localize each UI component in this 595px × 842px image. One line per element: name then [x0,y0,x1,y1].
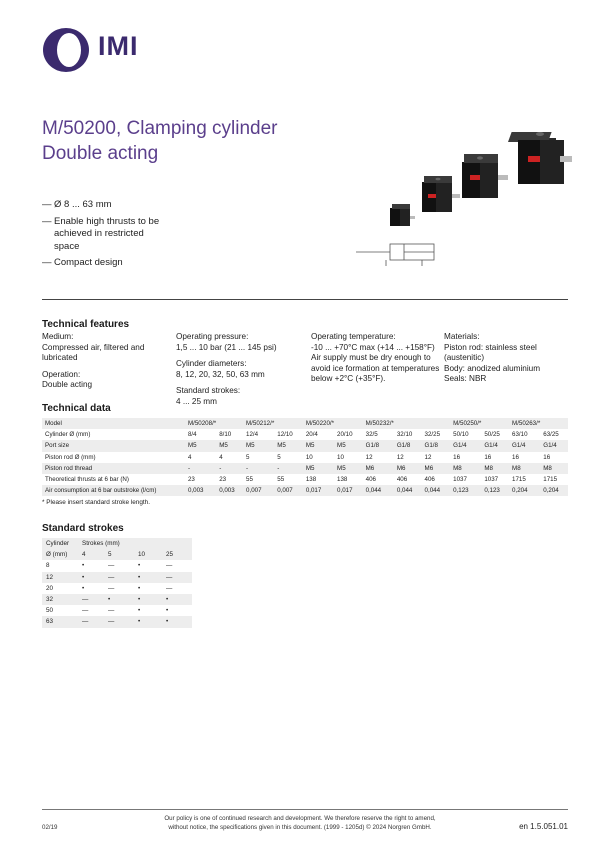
bullet-dash: — [42,257,52,268]
standard-strokes-table-wrap [42,538,192,628]
bullet-item [42,216,162,254]
stroke-availability-cell: • [78,572,104,583]
table-cell: M5 [303,440,334,451]
table-cell: 406 [422,474,451,485]
table-cell: 0,204 [509,485,540,496]
stroke-availability-cell: • [82,584,85,592]
stroke-value-header: 25 [162,549,192,560]
diameters-label: Cylinder diameters: [176,359,247,368]
table-cell: 16 [481,452,509,463]
materials-body: Body: anodized aluminium [444,363,541,373]
cylinder-diameter-cell: 8 [46,562,50,570]
stroke-availability-cell: — [78,616,104,627]
cylinder-diameter-cell: 20 [46,584,54,592]
table-cell: M/50212/* [243,418,274,429]
footer-disclaimer-line-1: Our policy is one of continued research and development. We therefore reserve the right to amend, [164,815,436,822]
table-cell: - [185,463,216,474]
table-cell: 4 [216,452,243,463]
clamping-cylinders-image [352,120,574,268]
table-cell: 16 [450,452,481,463]
table-row [42,605,192,616]
operation-value: Double acting [42,380,93,389]
table-cell: G1/8 [394,440,422,451]
table-cell [216,418,243,429]
row-label-cell: Theoretical thrusts at 6 bar (N) [42,474,185,485]
table-cell: M8 [540,463,568,474]
stroke-availability-cell: • [166,607,169,615]
bullet-text: Compact design [54,257,123,268]
table-cell: 5 [243,452,274,463]
stroke-availability-cell: • [138,562,141,570]
pressure-value: 1,5 ... 10 bar (21 ... 145 psi) [176,342,277,352]
row-label-cell: Piston rod Ø (mm) [42,452,185,463]
table-cell: 0,123 [450,485,481,496]
table-cell: 55 [274,474,303,485]
feature-bullets [42,199,162,274]
table-row [42,452,568,463]
table-cell: 16 [540,452,568,463]
table-cell: M8 [450,463,481,474]
table-cell: 0,017 [303,485,334,496]
table-cell: 50/10 [450,429,481,440]
table-cell [334,418,363,429]
stroke-availability-cell: • [134,616,162,627]
standard-strokes-table [42,538,192,628]
table-row [42,463,568,474]
table-cell: M5 [334,463,363,474]
technical-features-heading: Technical features [42,319,130,330]
table-cell: 20/10 [334,429,363,440]
table-row [42,616,192,627]
table-cell: M/50263/* [509,418,540,429]
table-cell: 138 [303,474,334,485]
table-cell: M5 [274,440,303,451]
footer-disclaimer [130,815,470,832]
table-cell: 12/4 [243,429,274,440]
table-cell: M5 [334,440,363,451]
features-col-3 [311,332,441,385]
stroke-availability-cell: — [78,594,104,605]
table-cell: 10 [303,452,334,463]
table-cell: M/50208/* [185,418,216,429]
table-cell: 10 [334,452,363,463]
stroke-availability-cell: — [166,584,173,592]
table-cell: 32/5 [363,429,394,440]
table-cell: M/50220/* [303,418,334,429]
table-cell: 0,003 [216,485,243,496]
table-cell: 63/25 [540,429,568,440]
table-cell: 12/10 [274,429,303,440]
stroke-value-header: 5 [104,549,134,560]
table-cell: 1037 [450,474,481,485]
materials-seals: Seals: NBR [444,374,487,383]
table-cell: G1/4 [481,440,509,451]
table-cell: 0,044 [422,485,451,496]
table-cell: M5 [303,463,334,474]
stroke-availability-cell: • [138,607,141,615]
strokes-label: Standard strokes: [176,386,241,395]
table-cell: M8 [509,463,540,474]
page-title [42,116,278,166]
bullet-item [42,199,162,212]
table-cell: 0,044 [363,485,394,496]
stroke-availability-cell: • [138,584,141,592]
table-cell: G1/4 [509,440,540,451]
table-cell: 0,204 [540,485,568,496]
stroke-availability-cell: • [162,616,192,627]
table-cell: 16 [509,452,540,463]
materials-label: Materials: [444,332,480,341]
stroke-availability-cell: — [108,562,115,570]
table-cell: 1037 [481,474,509,485]
table-cell: M6 [394,463,422,474]
table-cell: G1/4 [450,440,481,451]
table-cell: 32/10 [394,429,422,440]
stroke-availability-cell: — [162,572,192,583]
technical-data-heading: Technical data [42,403,111,414]
footer-divider [42,809,568,810]
cylinder-header-unit: Ø (mm) [42,549,78,560]
table-row [42,583,192,594]
table-cell: 0,003 [185,485,216,496]
features-col-2 [176,332,304,407]
table-cell: 0,044 [394,485,422,496]
table-cell: 1715 [509,474,540,485]
bullet-text: Ø 8 ... 63 mm [54,199,112,210]
features-col-1 [42,332,170,391]
medium-value: Compressed air, filtered and lubricated [42,342,145,362]
technical-data-table [42,418,568,496]
diameters-value: 8, 12, 20, 32, 50, 63 mm [176,369,265,379]
table-cell: 8/10 [216,429,243,440]
table-header-row [42,549,192,560]
table-cell: G1/4 [540,440,568,451]
stroke-availability-cell: • [134,572,162,583]
cylinder-diameter-cell: 32 [42,594,78,605]
table-cell: 138 [334,474,363,485]
table-header-row [42,538,192,549]
stroke-availability-cell: — [82,607,89,615]
table-row [42,440,568,451]
strokes-header: Strokes (mm) [78,538,192,549]
temperature-value: -10 ... +70°C max (+14 ... +158°F) [311,342,435,352]
stroke-value-header: 4 [78,549,104,560]
title-line-2: Double acting [42,143,159,164]
table-cell: G1/8 [422,440,451,451]
table-cell: 63/10 [509,429,540,440]
table-cell: M5 [243,440,274,451]
footer-date: 02/19 [42,824,58,831]
cylinder-diameter-cell: 50 [46,607,54,615]
section-divider [42,299,568,300]
stroke-availability-cell: • [104,594,134,605]
table-cell: - [274,463,303,474]
temperature-label: Operating temperature: [311,332,396,341]
title-line-1: M/50200, Clamping cylinder [42,118,278,139]
table-cell [394,418,422,429]
footer-disclaimer-line-2: without notice, the specifications given in this document. (1999 - 1205d) © 2024 Norgren GmbH. [168,823,432,831]
strokes-value: 4 ... 25 mm [176,396,217,406]
table-cell: M/50250/* [450,418,481,429]
table-cell: M/50232/* [363,418,394,429]
table-cell: 0,007 [243,485,274,496]
table-cell: M8 [481,463,509,474]
table-cell: - [216,463,243,474]
stroke-availability-cell: — [166,562,173,570]
standard-strokes-heading: Standard strokes [42,523,124,534]
stroke-availability-cell: • [82,562,85,570]
table-cell: 12 [422,452,451,463]
row-label-cell: Port size [42,440,185,451]
table-row [42,594,192,605]
imi-logo [42,27,98,73]
cylinder-header: Cylinder [42,538,78,549]
table-cell: 50/25 [481,429,509,440]
cylinder-diameter-cell: 63 [42,616,78,627]
table-cell: 55 [243,474,274,485]
operation-label: Operation: [42,369,81,379]
table-cell: 23 [216,474,243,485]
table-cell: 406 [394,474,422,485]
table-row [42,485,568,496]
stroke-value-header: 10 [134,549,162,560]
technical-data-table-wrap [42,418,568,496]
table-cell: 5 [274,452,303,463]
table-row [42,560,192,571]
table-cell: M6 [422,463,451,474]
row-label-cell: Piston rod thread [42,463,185,474]
stroke-note: * Please insert standard stroke length. [42,499,150,506]
pressure-label: Operating pressure: [176,332,249,341]
table-cell: 406 [363,474,394,485]
materials-rod: Piston rod: stainless steel (austenitic) [444,342,537,362]
table-cell: 0,017 [334,485,363,496]
logo-text: IMI [98,31,139,61]
table-cell: 23 [185,474,216,485]
table-cell: 12 [363,452,394,463]
stroke-availability-cell: — [104,572,134,583]
table-cell: 20/4 [303,429,334,440]
table-cell: M6 [363,463,394,474]
medium-label: Medium: [42,332,74,341]
product-image [352,120,574,268]
stroke-availability-cell: • [162,594,192,605]
table-cell: M5 [185,440,216,451]
stroke-availability-cell: — [108,584,115,592]
row-label-cell: Air consumption at 6 bar outstroke (l/cm) [42,485,185,496]
table-row [42,429,568,440]
table-cell: 0,123 [481,485,509,496]
table-row [42,474,568,485]
table-cell: 32/25 [422,429,451,440]
bullet-text: Enable high thrusts to be achieved in restricted space [54,215,160,252]
table-cell: G1/8 [363,440,394,451]
stroke-availability-cell: • [134,594,162,605]
table-cell [481,418,509,429]
table-cell [274,418,303,429]
row-label-cell: Model [42,418,185,429]
bullet-dash: — [42,215,52,227]
stroke-availability-cell: — [108,607,115,615]
table-cell: 0,007 [274,485,303,496]
cylinder-diameter-cell: 12 [42,572,78,583]
table-cell: 4 [185,452,216,463]
temperature-note: Air supply must be dry enough to avoid ice formation at temperatures below +2°C (+35°F). [311,353,440,383]
table-cell [422,418,451,429]
table-row [42,572,192,583]
table-cell: 1715 [540,474,568,485]
footer-doc-number: en 1.5.051.01 [519,822,568,831]
table-cell: M5 [216,440,243,451]
table-cell: 8/4 [185,429,216,440]
table-row [42,418,568,429]
bullet-dash: — [42,199,52,210]
table-cell: - [243,463,274,474]
bullet-item [42,257,162,270]
table-cell [540,418,568,429]
stroke-availability-cell: — [104,616,134,627]
features-col-4 [444,332,568,385]
row-label-cell: Cylinder Ø (mm) [42,429,185,440]
table-cell: 12 [394,452,422,463]
logo-mark-icon [42,27,98,73]
